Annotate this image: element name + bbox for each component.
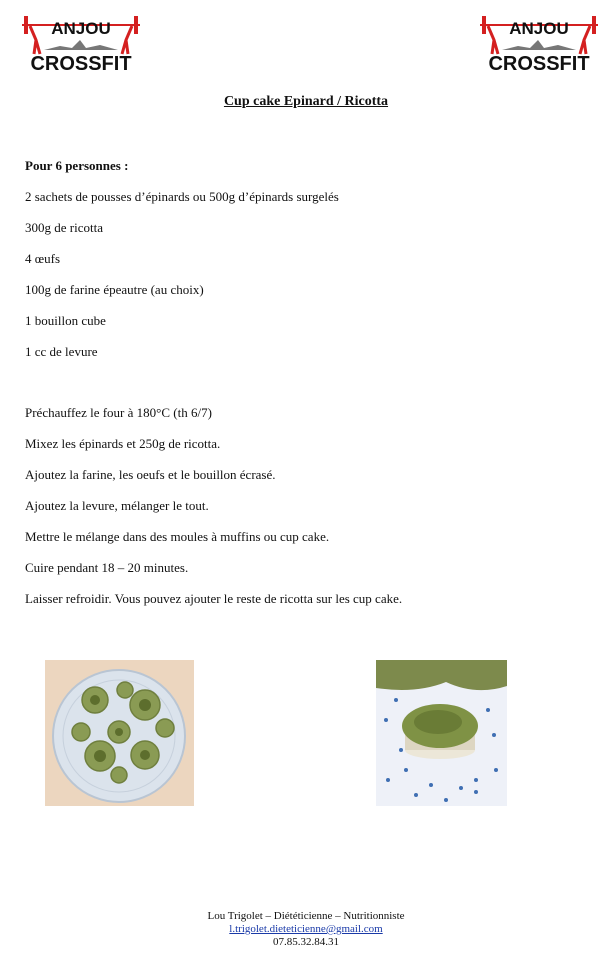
ingredient-item: 100g de farine épeautre (au choix) [25,282,204,297]
servings-heading: Pour 6 personnes : [25,158,129,173]
ingredient-item: 1 bouillon cube [25,313,106,328]
footer-author: Lou Trigolet – Diététicienne – Nutritionniste [207,910,405,922]
crossfit-logo-left [20,10,142,74]
ingredient-item: 2 sachets de pousses d’épinards ou 500g d’épinards surgelés [25,189,339,204]
photo-single-cupcake [376,660,507,806]
crossfit-logo-right [478,10,600,74]
ingredient-item: 4 œufs [25,251,61,266]
ingredient-item: 300g de ricotta [25,220,103,235]
step-item: Préchauffez le four à 180°C (th 6/7) [25,405,212,420]
step-item: Ajoutez la levure, mélanger le tout. [25,498,209,513]
step-item: Mettre le mélange dans des moules à muffins ou cup cake. [25,529,330,544]
footer [0,910,612,949]
logo-line1: ANJOU [51,19,111,38]
logo-line2: CROSSFIT [30,53,132,74]
logo-line2: CROSSFIT [488,53,590,74]
skyline-icon [44,40,118,50]
step-item: Laisser refroidir. Vous pouvez ajouter le reste de ricotta sur les cup cake. [25,591,403,606]
photo-cupcakes-on-plate [45,660,194,806]
ingredient-item: 1 cc de levure [25,344,98,359]
step-item: Cuire pendant 18 – 20 minutes. [25,560,189,575]
step-item: Ajoutez la farine, les oeufs et le bouillon écrasé. [25,467,276,482]
recipe-title: Cup cake Epinard / Ricotta [223,94,389,109]
skyline-icon [502,40,576,50]
footer-email-link[interactable]: l.trigolet.dieteticienne@gmail.com [229,923,383,935]
logo-line1: ANJOU [509,19,569,38]
step-item: Mixez les épinards et 250g de ricotta. [25,436,221,451]
footer-phone: 07.85.32.84.31 [273,936,339,948]
